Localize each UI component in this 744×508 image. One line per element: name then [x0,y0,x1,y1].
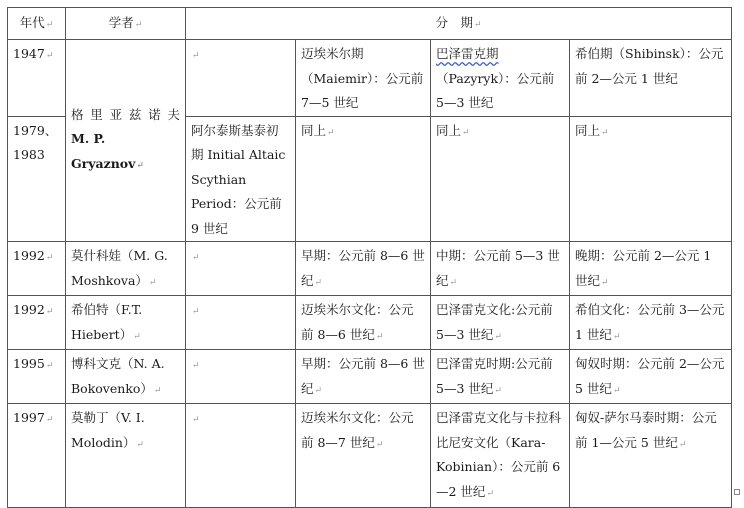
cell-period-early: 早期：公元前 8—6 世纪↵ [296,350,431,404]
header-year: 年代↵ [8,8,66,40]
cell-year: 1997↵ [8,404,66,508]
cell-year: 1992↵ [8,296,66,350]
table-row [8,296,732,350]
cell-year: 1947↵ [8,40,66,117]
cell-period-initial: ↵ [186,40,296,117]
cell-period-middle: 同上↵ [431,116,570,242]
cell-scholar: 希伯特（F.T. Hiebert）↵ [66,296,186,350]
cell-period-middle: 巴泽雷克期（Pazyryk）：公元前 5—3 世纪 [431,40,570,117]
cell-period-middle: 巴泽雷克时期:公元前 5—3 世纪↵ [431,350,570,404]
cell-scholar: 莫什科娃（M. G. Moshkova）↵ [66,242,186,296]
cell-scholar: 莫勒丁（V. I. Molodin）↵ [66,404,186,508]
cell-period-initial: ↵ [186,242,296,296]
table-row [8,350,732,404]
cell-period-initial: 阿尔泰斯基泰初期 Initial Altaic Scythian Period：公元前 9 世纪 [186,116,296,242]
table-row [8,40,732,117]
cell-period-initial: ↵ [186,296,296,350]
table-header-row [8,8,732,40]
cell-year: 1992↵ [8,242,66,296]
cell-period-late: 希伯文化：公元前 3—公元 1 世纪↵ [570,296,732,350]
cell-period-late: 匈奴时期：公元前 2—公元 5 世纪↵ [570,350,732,404]
cell-period-early: 迈埃米尔文化：公元前 8—7 世纪↵ [296,404,431,508]
table-resize-handle[interactable] [734,489,740,495]
cell-year: 1979、1983 [8,116,66,242]
header-periods: 分 期↵ [186,8,732,40]
cell-period-late: 同上↵ [570,116,732,242]
cell-period-initial: ↵ [186,404,296,508]
cell-scholar: 格里亚兹诺夫 M. P. Gryaznov↵ [66,40,186,242]
header-scholar: 学者↵ [66,8,186,40]
cell-period-early: 迈埃米尔文化：公元前 8—6 世纪↵ [296,296,431,350]
cell-period-early: 同上↵ [296,116,431,242]
cell-period-early: 早期：公元前 8—6 世纪↵ [296,242,431,296]
cell-period-middle: 巴泽雷克文化:公元前 5—3 世纪↵ [431,296,570,350]
cell-year: 1995↵ [8,350,66,404]
cell-period-initial: ↵ [186,350,296,404]
cell-period-late: 晚期：公元前 2—公元 1 世纪↵ [570,242,732,296]
cell-period-early: 迈埃米尔期（Maiemir）：公元前 7—5 世纪 [296,40,431,117]
cell-period-middle: 巴泽雷克文化与卡拉科比尼安文化（Kara-Kobinian）：公元前 6—2 世纪↵ [431,404,570,508]
table-row [8,242,732,296]
table-row [8,404,732,508]
cell-scholar: 博科文克（N. A. Bokovenko）↵ [66,350,186,404]
cell-period-late: 希伯期（Shibinsk）：公元前 2—公元 1 世纪 [570,40,732,117]
cell-period-middle: 中期：公元前 5—3 世纪↵ [431,242,570,296]
periodization-table [7,7,732,508]
cell-period-late: 匈奴-萨尔马泰时期：公元前 1—公元 5 世纪↵ [570,404,732,508]
